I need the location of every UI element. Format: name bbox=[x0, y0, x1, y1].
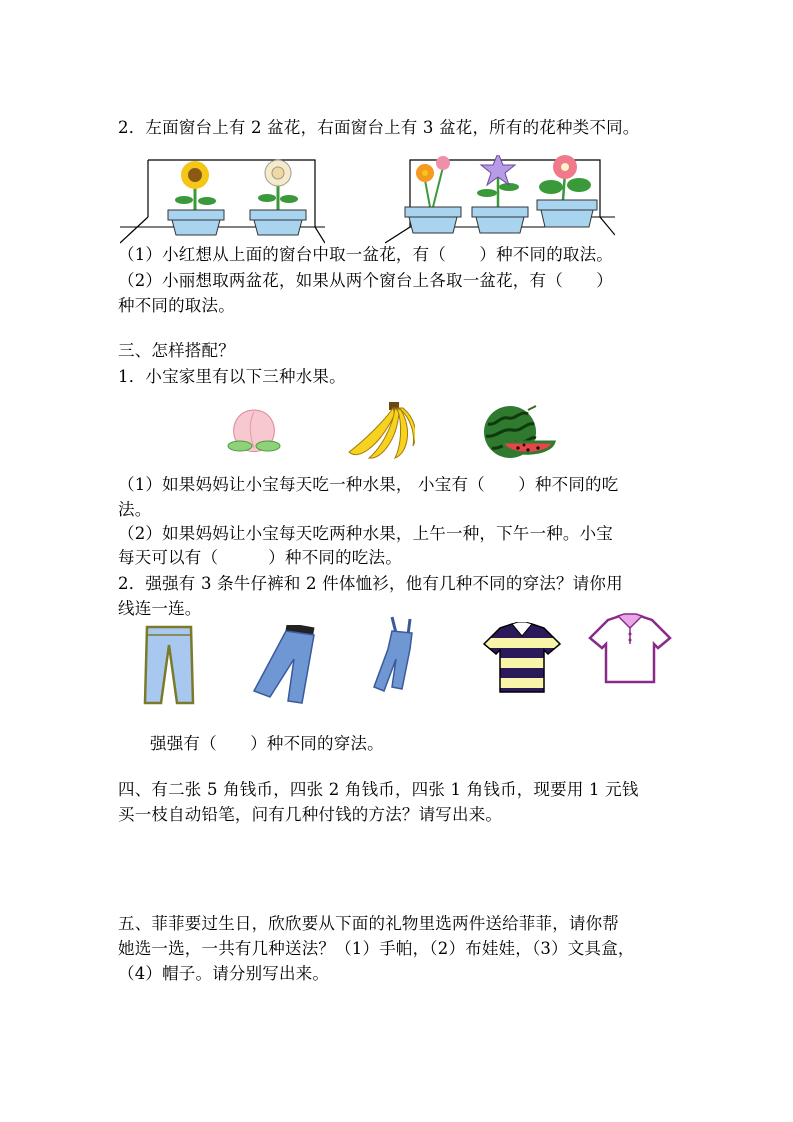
section3-q1-sub1-line1: （1）如果妈妈让小宝每天吃一种水果， 小宝有（ ）种不同的吃 bbox=[118, 475, 619, 494]
overalls-icon bbox=[370, 615, 420, 695]
section5-line2: 她选一选，一共有几种送法？（1）手帕，（2）布娃娃，（3）文具盒， bbox=[118, 939, 635, 958]
section4-line1: 四、有二张 5 角钱币，四张 2 角钱币，四张 1 角钱币，现要用 1 元钱 bbox=[118, 780, 639, 799]
peach-icon bbox=[226, 404, 282, 454]
section4-line2: 买一枝自动铅笔，问有几种付钱的方法？请写出来。 bbox=[118, 805, 503, 824]
jeans-icon-2 bbox=[248, 625, 320, 707]
striped-tshirt-icon bbox=[482, 622, 562, 694]
q2-sub2-line1: （2）小丽想取两盆花，如果从两个窗台上各取一盆花，有（ ） bbox=[118, 271, 613, 290]
section3-title: 三、怎样搭配？ bbox=[118, 341, 235, 360]
q2-title: 2．左面窗台上有 2 盆花，右面窗台上有 3 盆花，所有的花种类不同。 bbox=[118, 118, 640, 137]
left-windowsill-flowers bbox=[120, 155, 325, 250]
section3-q1-sub2-line2: 每天可以有（ ）种不同的吃法。 bbox=[118, 548, 402, 567]
section3-q1-sub1-line2: 法。 bbox=[118, 500, 152, 519]
section3-q2-line1: 2．强强有 3 条牛仔裤和 2 件体恤衫，他有几种不同的穿法？请你用 bbox=[118, 574, 623, 593]
jeans-icon-1 bbox=[143, 625, 195, 707]
q2-sub2-line2: 种不同的取法。 bbox=[118, 296, 235, 315]
section3-q2-line2: 线连一连。 bbox=[118, 599, 202, 618]
section3-q1-sub2-line1: （2）如果妈妈让小宝每天吃两种水果，上午一种，下午一种。小宝 bbox=[118, 524, 613, 543]
q2-sub1: （1）小红想从上面的窗台中取一盆花，有（ ）种不同的取法。 bbox=[118, 245, 613, 264]
section5-line1: 五、菲菲要过生日，欣欣要从下面的礼物里选两件送给菲菲，请你帮 bbox=[118, 914, 619, 933]
purple-polo-shirt-icon bbox=[588, 612, 672, 686]
right-windowsill-flowers bbox=[385, 155, 615, 250]
section3-q1: 1．小宝家里有以下三种水果。 bbox=[118, 367, 346, 386]
section3-q2-answer: 强强有（ ）种不同的穿法。 bbox=[150, 734, 384, 753]
watermelon-icon bbox=[478, 404, 556, 460]
banana-icon bbox=[345, 400, 415, 462]
section5-line3: （4）帽子。请分别写出来。 bbox=[118, 964, 330, 983]
